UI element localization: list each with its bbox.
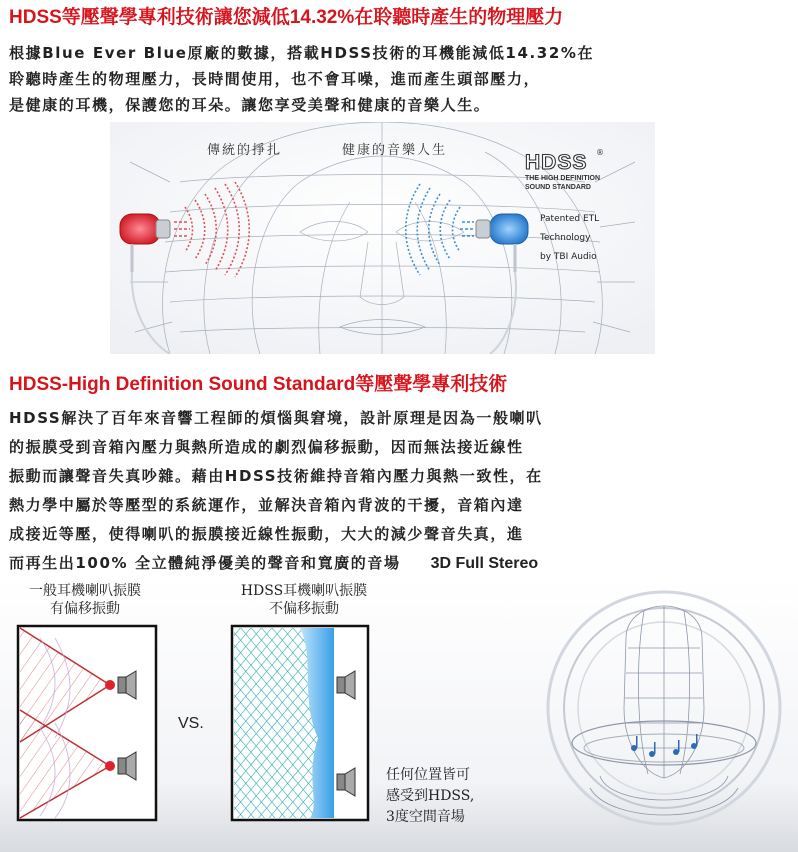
section2-title-zh: 等壓聲學專利技術: [355, 374, 508, 395]
section2-line: 的振膜受到音箱內壓力與熱所造成的劇烈偏移振動，因而無法接近線性: [9, 438, 524, 456]
conventional-caption: [10, 582, 160, 618]
stereo-tag: 3D Full Stereo: [430, 555, 539, 572]
section2-line: 成接近等壓，使得喇叭的振膜接近線性振動，大大的減少聲音失真，進: [9, 525, 524, 543]
headline-percent: 14.32%: [289, 7, 355, 28]
section2-paragraph: [9, 404, 794, 578]
healthy-label: 健康的音樂人生: [342, 143, 448, 158]
section2-line: 振動而讓聲音失真吵雜。藉由HDSS技術維持音箱內壓力與熱一致性，在: [9, 467, 543, 485]
logo-subtitle-2: SOUND STANDARD: [525, 184, 591, 191]
patent-line-3: by TBI Audio: [540, 252, 597, 262]
traditional-label: 傳統的掙扎: [207, 143, 283, 158]
caption-line: 感受到HDSS,: [386, 788, 475, 804]
intro-line: 是健康的耳機，保護您的耳朵。讓您享受美聲和健康的音樂人生。: [9, 96, 491, 114]
intro-line: 根據Blue Ever Blue原廠的數據，搭載HDSS技術的耳機能減低14.32%在: [9, 44, 595, 62]
registered-mark: ®: [596, 148, 604, 157]
patent-line-1: Patented ETL: [540, 214, 600, 224]
logo-subtitle-1: THE HIGH DEFINITION: [525, 175, 601, 182]
section2-title-en: HDSS-High Definition Sound Standard: [9, 374, 356, 395]
intro-paragraph: [9, 40, 789, 118]
vs-label: VS.: [178, 715, 204, 732]
3d-sound-caption: [386, 765, 526, 828]
headline-en: HDSS: [9, 7, 62, 28]
hdss-caption: [224, 582, 384, 618]
section2-line: 熱力學中屬於等壓型的系統運作，並解決音箱內背波的干擾，音箱內達: [9, 496, 524, 514]
caption-line: HDSS耳機喇叭振膜: [240, 583, 368, 599]
headline-tail: 在聆聽時產生的物理壓力: [354, 7, 564, 28]
patent-line-2: Technology: [540, 233, 591, 243]
caption-line: 3度空間音場: [386, 809, 465, 825]
headline: [9, 6, 794, 30]
conventional-diaphragm-box: [18, 626, 156, 820]
section2-line-last: [9, 549, 794, 578]
section2-line: HDSS解決了百年來音響工程師的煩惱與窘境，設計原理是因為一般喇叭: [9, 409, 543, 427]
section2-line: 而再生出100% 全立體純淨優美的聲音和寬廣的音場: [9, 554, 401, 572]
headline-zh: 等壓聲學專利技術讓您減低: [61, 7, 290, 28]
caption-line: 不偏移振動: [269, 601, 339, 617]
hdss-logo-text: HDSS: [525, 151, 588, 174]
caption-line: 任何位置皆可: [386, 767, 470, 783]
caption-line: 有偏移振動: [50, 601, 120, 617]
hdss-diaphragm-box: [232, 626, 368, 820]
face-comparison-figure: [110, 122, 655, 354]
intro-line: 聆聽時產生的物理壓力，長時間使用，也不會耳噪，進而產生頭部壓力，: [9, 70, 541, 88]
section2-title: [9, 373, 507, 397]
caption-line: 一般耳機喇叭振膜: [29, 583, 141, 599]
